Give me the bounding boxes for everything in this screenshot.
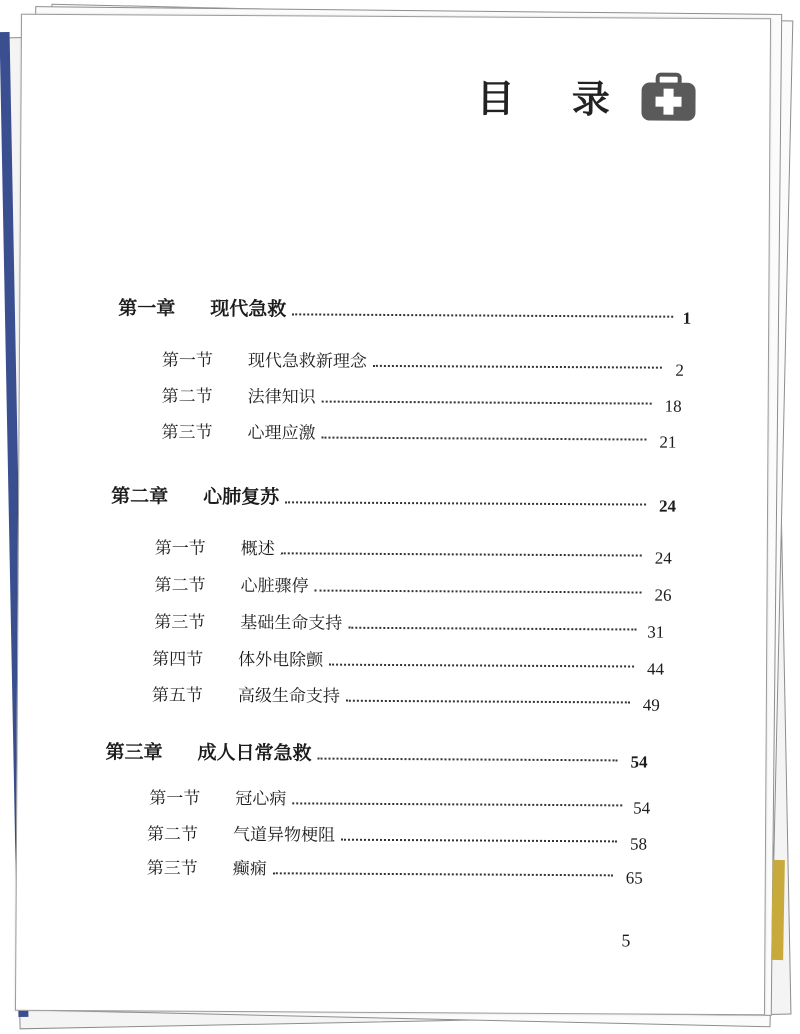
toc-section[interactable] (152, 645, 665, 679)
section-title: 冠心病 (235, 789, 287, 810)
first-aid-kit-icon (637, 66, 699, 128)
section-page-number: 24 (654, 548, 672, 568)
section-number: 第四节 (152, 649, 204, 670)
chapter-number: 第二章 (111, 485, 169, 508)
section-number: 第三节 (161, 422, 213, 443)
toc-section[interactable] (161, 418, 677, 452)
section-page-number: 21 (659, 432, 677, 452)
leader-dots (315, 590, 642, 594)
section-page-number: 58 (629, 834, 648, 854)
section-number: 第一节 (161, 350, 213, 371)
section-number: 第二节 (154, 575, 206, 596)
page-title: 目 录 (476, 76, 632, 122)
section-title: 概述 (240, 539, 275, 560)
leader-dots (292, 802, 622, 806)
toc-section[interactable] (146, 820, 648, 854)
section-page-number: 65 (625, 868, 643, 888)
leader-dots (281, 552, 642, 556)
book-cover-edge (771, 860, 785, 960)
leader-dots (341, 839, 617, 843)
leader-dots (329, 664, 634, 668)
toc-section[interactable] (161, 346, 684, 380)
leader-dots (285, 501, 646, 505)
toc-section[interactable] (151, 681, 660, 715)
toc-section[interactable] (154, 534, 672, 568)
section-page-number: 31 (647, 622, 665, 642)
leader-dots (321, 437, 646, 441)
toc-chapter-1[interactable] (118, 293, 692, 328)
section-number: 第一节 (149, 788, 201, 809)
section-number: 第二节 (146, 824, 199, 845)
chapter-number: 第一章 (118, 297, 176, 320)
toc-section[interactable] (154, 571, 672, 605)
chapter-number: 第三章 (105, 741, 163, 764)
chapter-page-number: 24 (658, 496, 677, 516)
section-title: 气道异物梗阻 (232, 825, 336, 846)
section-title: 基础生命支持 (240, 613, 343, 634)
leader-dots (322, 401, 652, 405)
toc-chapter-2[interactable] (111, 481, 677, 516)
section-number: 第三节 (146, 858, 198, 879)
section-page-number: 18 (664, 396, 682, 416)
page-number: 5 (621, 930, 631, 951)
chapter-title: 心肺复苏 (203, 485, 280, 509)
section-page-number: 2 (675, 360, 684, 380)
chapter-title: 现代急救 (210, 297, 287, 321)
chapter-page-number: 54 (630, 752, 648, 772)
leader-dots (318, 758, 618, 762)
leader-dots (292, 313, 673, 317)
chapter-page-number: 1 (682, 308, 692, 328)
section-page-number: 49 (642, 695, 660, 715)
toc-chapter-3[interactable] (105, 737, 648, 772)
section-title: 体外电除颤 (238, 650, 324, 671)
toc-section[interactable] (154, 608, 665, 642)
section-title: 癫痫 (232, 859, 267, 880)
toc-section[interactable] (161, 382, 682, 416)
section-page-number: 44 (647, 659, 665, 679)
toc-section[interactable] (149, 784, 651, 818)
section-title: 心理应激 (247, 423, 316, 444)
leader-dots (348, 627, 636, 631)
section-page-number: 54 (633, 798, 651, 818)
section-number: 第五节 (151, 685, 203, 706)
section-page-number: 26 (654, 585, 672, 605)
section-number: 第二节 (161, 386, 213, 407)
section-title: 高级生命支持 (237, 686, 340, 707)
section-number: 第三节 (154, 612, 206, 633)
section-title: 心脏骤停 (240, 576, 309, 597)
chapter-title: 成人日常急救 (197, 741, 312, 765)
section-title: 现代急救新理念 (247, 351, 367, 372)
toc-page (15, 14, 771, 1016)
section-title: 法律知识 (247, 387, 316, 408)
leader-dots (373, 365, 662, 369)
toc-section[interactable] (146, 854, 643, 888)
leader-dots (273, 872, 613, 876)
leader-dots (346, 700, 630, 704)
section-number: 第一节 (154, 538, 206, 559)
